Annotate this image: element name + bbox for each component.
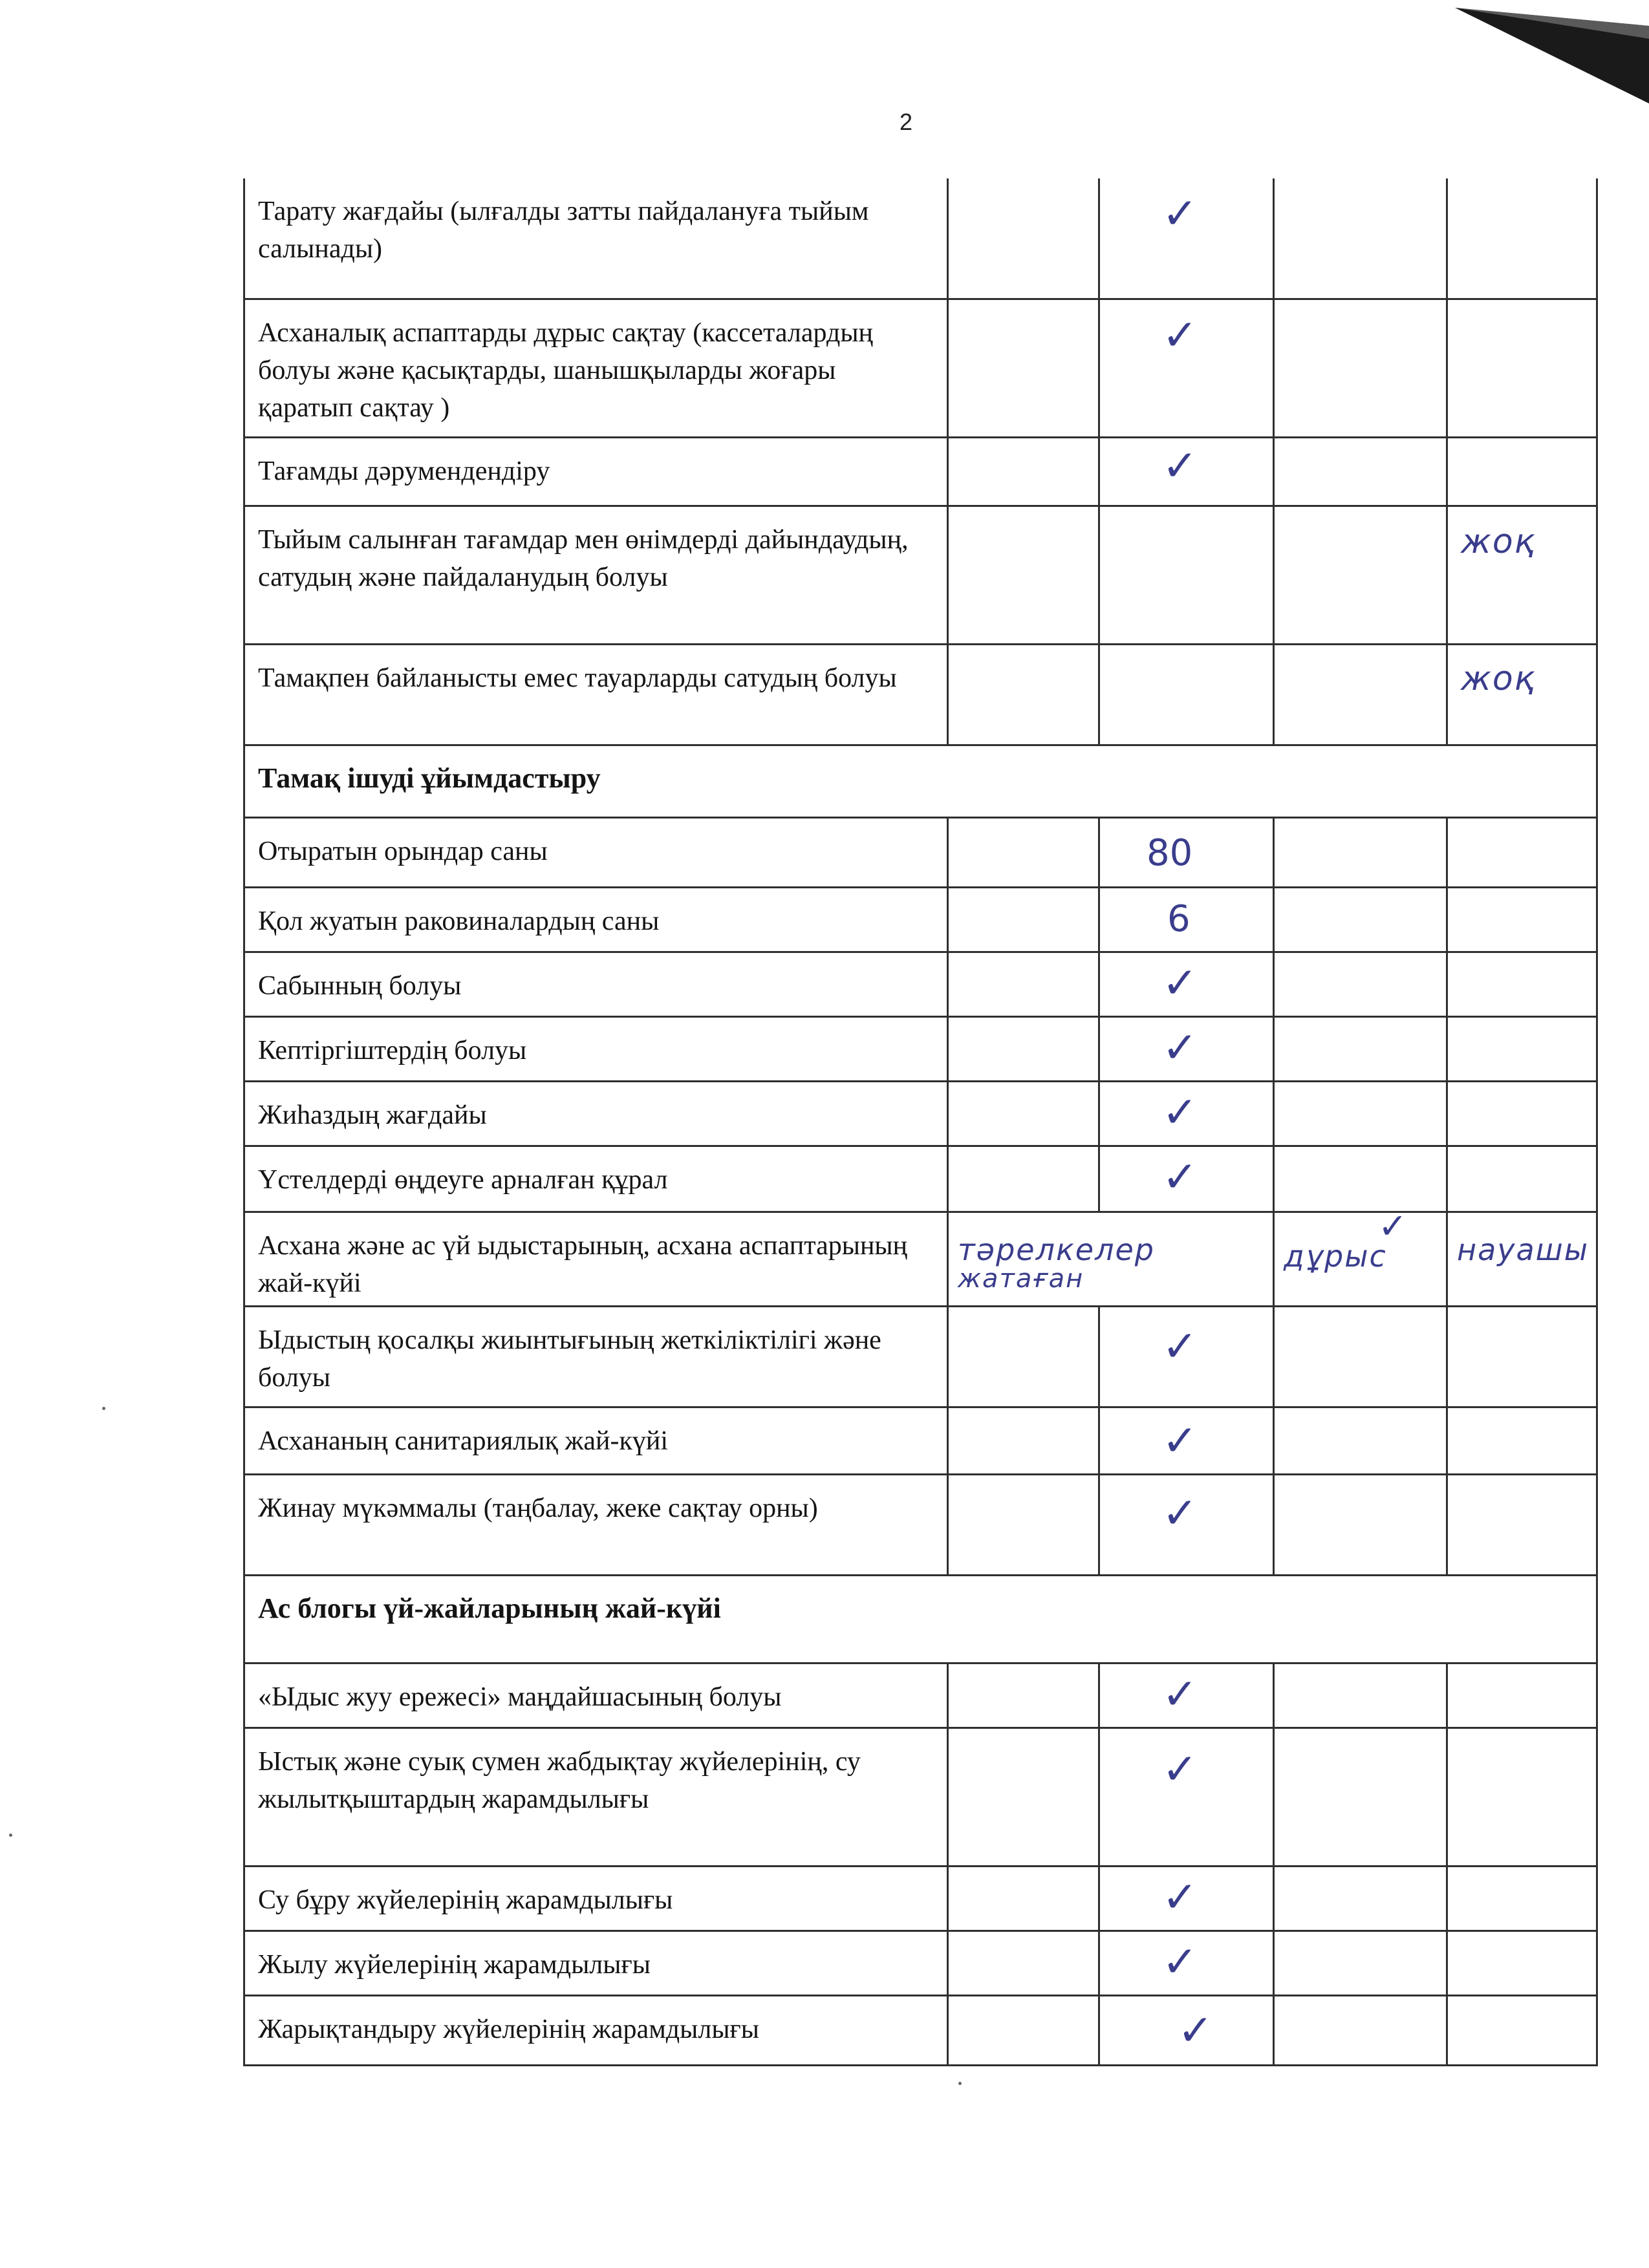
mark-cell: [1447, 952, 1597, 1016]
table-row: [244, 1146, 1597, 1212]
mark-cell: [1447, 1728, 1597, 1866]
section-heading: Ас блогы үй-жайларының жай-күйі: [244, 1575, 1597, 1663]
mark-cell: [1274, 817, 1447, 887]
check-mark: ✓: [1162, 1488, 1198, 1538]
mark-cell: [1274, 1931, 1447, 1995]
mark-cell: [1447, 1146, 1597, 1212]
mark-cell: [1274, 1474, 1447, 1575]
handwritten-note: науашы: [1457, 1232, 1590, 1267]
mark-cell: [1447, 506, 1597, 644]
check-mark: ✓: [1162, 957, 1198, 1008]
mark-cell: [1274, 952, 1447, 1016]
check-mark: ✓: [1162, 440, 1198, 491]
table-row: [244, 1212, 1597, 1306]
mark-cell: [1099, 1866, 1274, 1931]
mark-cell: [948, 1728, 1099, 1866]
mark-cell: [1274, 1663, 1447, 1728]
mark-cell: [948, 1663, 1099, 1728]
row-label: Су бұру жүйелерінің жарамдылығы: [244, 1866, 948, 1931]
handwritten-count: 6: [1167, 897, 1191, 940]
row-label: Жиһаздың жағдайы: [244, 1081, 948, 1146]
table-row: [244, 299, 1597, 437]
scan-speck: [102, 1407, 105, 1410]
mark-cell: [1447, 1866, 1597, 1931]
mark-cell: [1099, 178, 1274, 299]
mark-cell: [1099, 437, 1274, 506]
mark-cell: [948, 1306, 1099, 1407]
mark-cell: [948, 1995, 1099, 2065]
mark-cell: [1099, 644, 1274, 745]
row-label: Жарықтандыру жүйелерінің жарамдылығы: [244, 1995, 948, 2065]
row-label: Ыдыстың қосалқы жиынтығының жеткіліктілігі және болуы: [244, 1306, 948, 1407]
mark-cell: [1447, 1995, 1597, 2065]
mark-cell: [1099, 299, 1274, 437]
row-label: Жинау мүкәммалы (таңбалау, жеке сақтау орны): [244, 1474, 948, 1575]
check-mark: ✓: [1162, 310, 1198, 360]
check-mark: ✓: [1162, 1669, 1198, 1719]
mark-cell: [1274, 644, 1447, 745]
table-row: [244, 817, 1597, 887]
mark-cell: [1447, 1663, 1597, 1728]
mark-cell: [948, 1146, 1099, 1212]
mark-cell: [1447, 1931, 1597, 1995]
mark-cell: [948, 952, 1099, 1016]
mark-cell: [1447, 1306, 1597, 1407]
table-row: [244, 1866, 1597, 1931]
mark-cell: [948, 817, 1099, 887]
mark-cell: [948, 437, 1099, 506]
check-mark: ✓: [1162, 1087, 1198, 1137]
mark-cell: [1274, 299, 1447, 437]
mark-cell: [1274, 1306, 1447, 1407]
mark-cell: [1274, 1146, 1447, 1212]
mark-cell: [1099, 817, 1274, 887]
mark-cell: [948, 299, 1099, 437]
mark-cell: [1099, 1016, 1274, 1081]
mark-cell: [1099, 1663, 1274, 1728]
section-row: [244, 745, 1597, 817]
handwritten-note: дұрыс: [1284, 1238, 1387, 1274]
mark-cell: [1447, 817, 1597, 887]
mark-cell: [1099, 952, 1274, 1016]
mark-cell: [1274, 1728, 1447, 1866]
row-label: Сабынның болуы: [244, 952, 948, 1016]
table-row: [244, 1663, 1597, 1728]
mark-cell: [948, 1866, 1099, 1931]
mark-cell: [948, 1931, 1099, 1995]
check-mark: ✓: [1162, 1321, 1198, 1371]
table-row: [244, 1931, 1597, 1995]
check-mark: ✓: [1162, 1022, 1198, 1073]
scan-speck: [9, 1834, 12, 1837]
mark-cell: [1099, 1407, 1274, 1474]
mark-cell: [1099, 1728, 1274, 1866]
mark-cell: [948, 644, 1099, 745]
mark-cell: [948, 887, 1099, 952]
scan-speck: [958, 2082, 962, 2085]
mark-cell: [1274, 1081, 1447, 1146]
table-row: [244, 1995, 1597, 2065]
table-row: [244, 1728, 1597, 1866]
mark-cell: [1099, 1931, 1274, 1995]
mark-cell: [948, 1081, 1099, 1146]
mark-cell: [1274, 1407, 1447, 1474]
handwritten-note: жоқ: [1461, 522, 1536, 561]
mark-cell: [1447, 299, 1597, 437]
row-label: Қол жуатын раковиналардың саны: [244, 887, 948, 952]
table-row: [244, 644, 1597, 745]
mark-cell: [948, 1474, 1099, 1575]
table-row: [244, 1474, 1597, 1575]
inspection-checklist-table: [243, 178, 1598, 2066]
row-label: «Ыдыс жуу ережесі» маңдайшасының болуы: [244, 1663, 948, 1728]
table-row: [244, 952, 1597, 1016]
mark-cell: [1099, 1146, 1274, 1212]
mark-cell: [1447, 437, 1597, 506]
section-heading: Тамақ ішуді ұйымдастыру: [244, 745, 1597, 817]
mark-cell: [1447, 1016, 1597, 1081]
mark-cell: [1274, 1995, 1447, 2065]
row-label: Отыратын орындар саны: [244, 817, 948, 887]
mark-cell: [1274, 1205, 1447, 1306]
table-row: [244, 1081, 1597, 1146]
mark-cell: [1447, 1081, 1597, 1146]
table-row: [244, 437, 1597, 506]
mark-cell: [1274, 506, 1447, 644]
mark-cell: [1099, 887, 1274, 952]
row-label: Тыйым салынған тағамдар мен өнімдерді дайындаудың, сатудың және пайдаланудың болуы: [244, 506, 948, 644]
row-label: Ыстық және суық сумен жабдықтау жүйелерінің, су жылытқыштардың жарамдылығы: [244, 1728, 948, 1866]
table-row: [244, 506, 1597, 644]
mark-cell: [1099, 1306, 1274, 1407]
row-label: Жылу жүйелерінің жарамдылығы: [244, 1931, 948, 1995]
mark-cell: [948, 1407, 1099, 1474]
row-label: Асхананың санитариялық жай-күйі: [244, 1407, 948, 1474]
table-row: [244, 1407, 1597, 1474]
table-row: [244, 887, 1597, 952]
row-label: Тарату жағдайы (ылғалды затты пайдалануға тыйым салынады): [244, 178, 948, 299]
row-label: Асханалық аспаптарды дұрыс сақтау (кассеталардың болуы және қасықтарды, шанышқыларды жоғары қаратып сақтау ): [244, 299, 948, 437]
check-mark: ✓: [1162, 189, 1198, 239]
check-mark: ✓: [1162, 1151, 1198, 1202]
check-mark: ✓: [1378, 1205, 1408, 1246]
handwritten-note: жатаған: [958, 1263, 1084, 1294]
mark-cell: [1274, 1016, 1447, 1081]
row-label: Асхана және ас үй ыдыстарының, асхана аспаптарының жай-күйі: [244, 1212, 948, 1306]
check-mark: ✓: [1178, 2005, 1214, 2055]
mark-cell: [948, 506, 1099, 644]
table-row: [244, 1016, 1597, 1081]
handwritten-note: жоқ: [1461, 659, 1536, 698]
handwritten-note: тәрелкелер: [958, 1232, 1155, 1267]
mark-cell: [1447, 887, 1597, 952]
mark-cell: [948, 1016, 1099, 1081]
mark-cell: [1447, 1407, 1597, 1474]
mark-cell: [1099, 1474, 1274, 1575]
mark-cell: [948, 178, 1099, 299]
mark-cell: [1099, 506, 1274, 644]
check-mark: ✓: [1162, 1415, 1198, 1466]
mark-cell: [1099, 1995, 1274, 2065]
mark-cell: [1447, 1212, 1597, 1306]
mark-cell: [1447, 644, 1597, 745]
row-label: Тамақпен байланысты емес тауарларды сатудың болуы: [244, 644, 948, 745]
row-label: Тағамды дәрумендендіру: [244, 437, 948, 506]
mark-cell: [1274, 887, 1447, 952]
check-mark: ✓: [1162, 1744, 1198, 1794]
section-row: [244, 1575, 1597, 1663]
table-row: [244, 178, 1597, 299]
row-label: Кептіргіштердің болуы: [244, 1016, 948, 1081]
mark-cell: [1099, 1081, 1274, 1146]
mark-cell: [1274, 1866, 1447, 1931]
mark-cell: [948, 1212, 1274, 1306]
mark-cell: [1447, 178, 1597, 299]
check-mark: ✓: [1162, 1872, 1198, 1922]
table-row: [244, 1306, 1597, 1407]
mark-cell: [1447, 1474, 1597, 1575]
mark-cell: [1274, 437, 1447, 506]
row-label: Үстелдерді өңдеуге арналған құрал: [244, 1146, 948, 1212]
handwritten-count: 80: [1147, 831, 1193, 874]
check-mark: ✓: [1162, 1936, 1198, 1987]
mark-cell: [1274, 178, 1447, 299]
folded-corner-shadow: [1377, 0, 1649, 129]
page-number: 2: [899, 109, 913, 135]
